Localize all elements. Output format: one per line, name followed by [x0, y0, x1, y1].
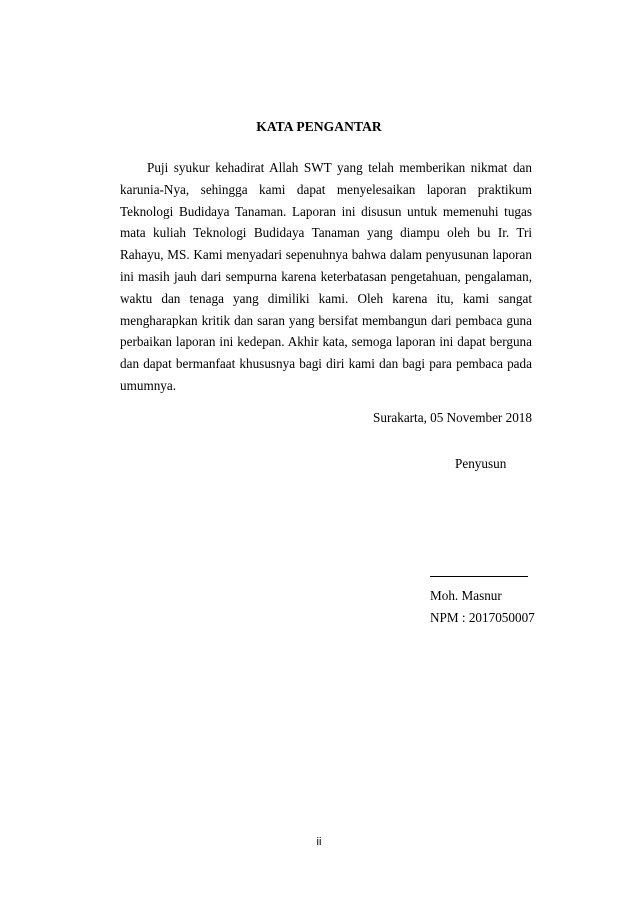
- page-number: ii: [316, 836, 322, 848]
- signature-line: [430, 566, 528, 577]
- foreword-paragraph: Puji syukur kehadirat Allah SWT yang telah memberikan nikmat dan karunia-Nya, sehingga kami dapat menyelesaikan laporan praktikum Teknologi Budidaya Tanaman. Laporan ini disusun untuk memenuhi tugas mata kuliah Teknologi Budidaya Tanaman yang diampu oleh bu Ir. Tri Rahayu, MS. Kami menyadari sepenuhnya bahwa dalam penyusunan laporan ini masih jauh dari sempurna karena keterbatasan pengetahuan, pengalaman, waktu dan tenaga yang dimiliki kami. Oleh karena itu, kami sangat mengharapkan kritik dan saran yang bersifat membangun dari pembaca guna perbaikan laporan ini kedepan. Akhir kata, semoga laporan ini dapat berguna dan dapat bermanfaat khususnya bagi diri kami dan bagi para pembaca pada umumnya.: [120, 160, 532, 393]
- place-date: Surakarta, 05 November 2018: [373, 410, 532, 425]
- signer-npm: NPM : 2017050007: [430, 610, 535, 625]
- author-label: Penyusun: [455, 456, 507, 471]
- page-title: KATA PENGANTAR: [256, 119, 382, 134]
- signer-name: Moh. Masnur: [430, 588, 502, 603]
